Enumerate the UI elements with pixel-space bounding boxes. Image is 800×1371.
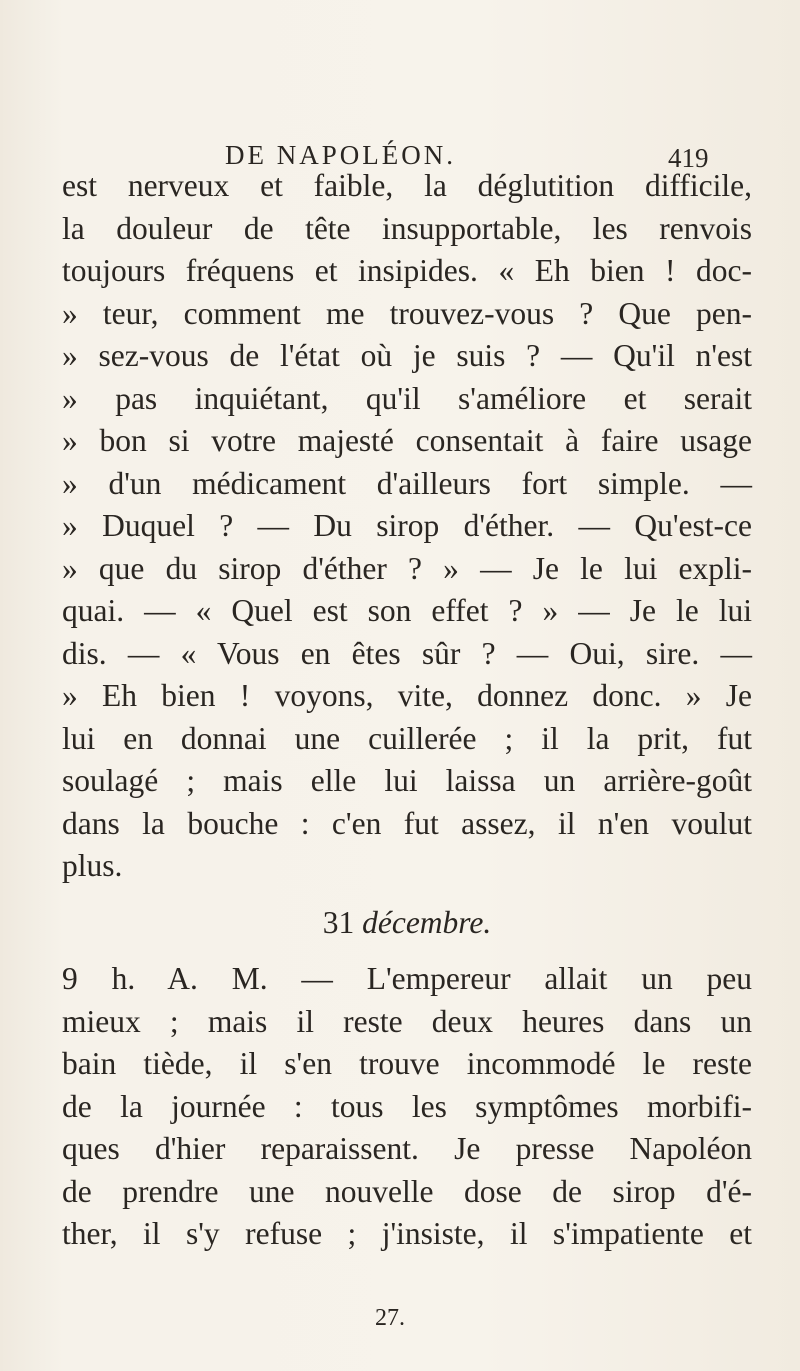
- text-line: de la journée : tous les symptômes morbifi-: [62, 1088, 752, 1124]
- text-line: plus.: [62, 848, 123, 883]
- text-line: mieux ; mais il reste deux heures dans un: [62, 1003, 752, 1039]
- paragraph-2: [62, 958, 752, 1256]
- text-line: quai. — « Quel est son effet ? » — Je le lui: [62, 593, 752, 628]
- text-line: bain tiède, il s'en trouve incommodé le reste: [62, 1046, 752, 1081]
- text-line: » teur, comment me trouvez-vous ? Que pen-: [62, 295, 752, 331]
- text-line: 9 h. A. M. — L'empereur allait un peu: [62, 961, 752, 996]
- signature-mark: 27.: [375, 1305, 405, 1331]
- text-line: toujours fréquens et insipides. « Eh bien ! doc-: [62, 253, 752, 288]
- text-line: dis. — « Vous en êtes sûr ? — Oui, sire. —: [62, 635, 752, 671]
- text-line: lui en donnai une cuillerée ; il la prit, fut: [62, 720, 752, 756]
- date-heading: [62, 902, 752, 945]
- page-text: [62, 165, 752, 1256]
- text-line: de prendre une nouvelle dose de sirop d'é-: [62, 1173, 752, 1209]
- text-line: » sez-vous de l'état où je suis ? — Qu'il n'est: [62, 338, 752, 373]
- text-line: » d'un médicament d'ailleurs fort simple. —: [62, 465, 752, 501]
- text-line: » pas inquiétant, qu'il s'améliore et serait: [62, 380, 752, 416]
- text-line: soulagé ; mais elle lui laissa un arrière-goût: [62, 763, 752, 798]
- paragraph-1: [62, 165, 752, 888]
- text-line: » que du sirop d'éther ? » — Je le lui expli-: [62, 550, 752, 586]
- text-line: » Eh bien ! voyons, vite, donnez donc. » Je: [62, 678, 752, 713]
- text-line: est nerveux et faible, la déglutition difficile,: [62, 168, 752, 203]
- text-line: la douleur de tête insupportable, les renvois: [62, 210, 752, 246]
- text-line: » Duquel ? — Du sirop d'éther. — Qu'est-ce: [62, 508, 752, 543]
- text-line: ther, il s'y refuse ; j'insiste, il s'impatiente et: [62, 1216, 752, 1251]
- running-head: DE NAPOLÉON.: [225, 140, 456, 170]
- date-month: décembre.: [362, 904, 492, 940]
- page-number: 419: [668, 143, 709, 173]
- text-line: ques d'hier reparaissent. Je presse Napoléon: [62, 1131, 752, 1166]
- date-day: 31: [322, 904, 355, 940]
- text-line: dans la bouche : c'en fut assez, il n'en voulut: [62, 805, 752, 841]
- text-line: » bon si votre majesté consentait à faire usage: [62, 423, 752, 458]
